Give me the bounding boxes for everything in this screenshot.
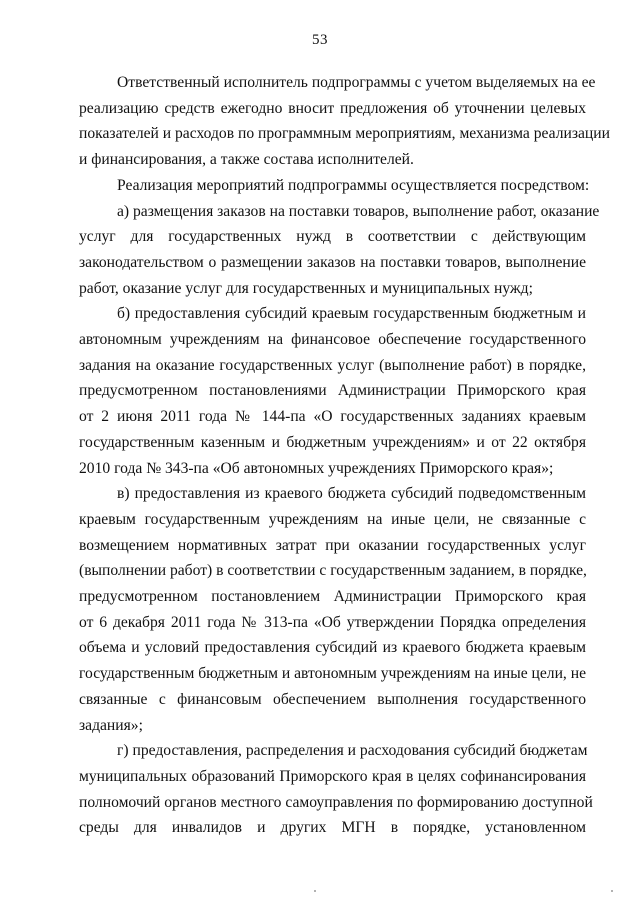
text-line: задания на оказание государственных услуг (выполнение работ) в порядке, <box>79 356 586 374</box>
text-line: а) размещения заказов на поставки товаров, выполнение работ, оказание <box>117 202 600 220</box>
text-line: законодательством о размещении заказов на поставки товаров, выполнение <box>79 253 586 271</box>
text-line: государственным бюджетным и автономным учреждениям на иные цели, не <box>79 665 586 683</box>
text-line: среды для инвалидов и других МГН в порядке, установленном <box>79 819 586 837</box>
text-line: предусмотренном постановлениями Администрации Приморского края <box>79 382 586 400</box>
text-line: возмещением нормативных затрат при оказании государственных услуг <box>79 536 586 554</box>
paragraph <box>79 70 610 173</box>
text-line: работ, оказание услуг для государственных и муниципальных нужд; <box>79 279 533 297</box>
paragraph <box>79 301 586 481</box>
paragraph <box>79 173 590 199</box>
paragraph <box>79 481 586 738</box>
text-line: от 2 июня 2011 года № 144-па «О государственных заданиях краевым <box>79 408 586 426</box>
text-line: 2010 года № 343-па «Об автономных учреждениях Приморского края»; <box>79 459 554 477</box>
text-line: государственным казенным и бюджетным учреждениям» и от 22 октября <box>79 433 586 451</box>
text-line: полномочий органов местного самоуправления по формированию доступной <box>79 793 593 811</box>
text-line: г) предоставления, распределения и расходования субсидий бюджетам <box>117 742 588 760</box>
text-line: краевым государственным учреждениям на иные цели, не связанные с <box>79 510 586 528</box>
scan-speck <box>314 890 316 892</box>
paragraph <box>79 738 593 841</box>
text-line: муниципальных образований Приморского края в целях софинансирования <box>79 767 586 785</box>
text-line: б) предоставления субсидий краевым государственным бюджетным и <box>117 305 586 323</box>
text-line: предусмотренном постановлением Администрации Приморского края <box>79 588 586 606</box>
text-line: в) предоставления из краевого бюджета субсидий подведомственным <box>117 485 586 503</box>
text-line: объема и условий предоставления субсидий из краевого бюджета краевым <box>79 639 586 657</box>
page-number: 53 <box>312 32 328 48</box>
text-line: показателей и расходов по программным мероприятиям, механизма реализации <box>79 125 610 143</box>
text-line: услуг для государственных нужд в соответствии с действующим <box>79 228 586 246</box>
text-line: задания»; <box>79 716 143 734</box>
text-line: реализацию средств ежегодно вносит предложения об уточнении целевых <box>79 99 586 117</box>
text-line: связанные с финансовым обеспечением выполнения государственного <box>79 690 586 708</box>
document-body <box>79 70 610 841</box>
text-line: от 6 декабря 2011 года № 313-па «Об утверждении Порядка определения <box>79 613 586 631</box>
paragraph <box>79 199 600 302</box>
text-line: Ответственный исполнитель подпрограммы с учетом выделяемых на ее <box>117 74 596 91</box>
text-line: и финансирования, а также состава исполнителей. <box>79 151 414 169</box>
text-line: (выполнении работ) в соответствии с государственным заданием, в порядке, <box>79 562 587 580</box>
text-line: Реализация мероприятий подпрограммы осуществляется посредством: <box>117 176 590 194</box>
text-line: автономным учреждениям на финансовое обеспечение государственного <box>79 331 586 349</box>
scan-speck <box>611 890 613 892</box>
